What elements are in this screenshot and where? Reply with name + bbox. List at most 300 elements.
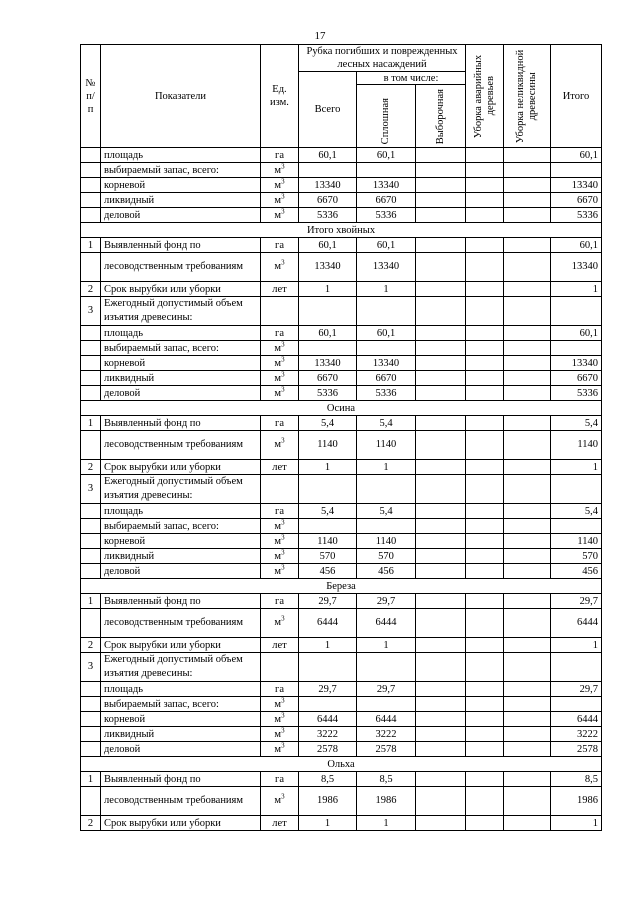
cell-illiquid — [504, 371, 551, 386]
row-indicator: площадь — [101, 148, 261, 163]
cell-selective — [416, 282, 466, 297]
cell-illiquid — [504, 519, 551, 534]
header-indicators: Показатели — [101, 45, 261, 148]
section-title: Ольха — [81, 757, 602, 772]
row-indicator: ликвидный — [101, 371, 261, 386]
table-row — [81, 178, 602, 193]
cell-selective — [416, 697, 466, 712]
cell-selective — [416, 638, 466, 653]
cell-selective — [416, 504, 466, 519]
cell-emergency — [466, 178, 504, 193]
cell-solid: 5336 — [357, 208, 416, 223]
cell-solid: 60,1 — [357, 326, 416, 341]
row-number — [81, 341, 101, 356]
row-number — [81, 253, 101, 282]
row-unit: $м^3$ — [261, 549, 299, 564]
row-indicator: ликвидный — [101, 193, 261, 208]
cell-emergency — [466, 371, 504, 386]
table-row — [81, 609, 602, 638]
cell-selective — [416, 178, 466, 193]
cell-emergency — [466, 816, 504, 831]
row-number — [81, 326, 101, 341]
cell-total: 13340 — [551, 356, 602, 371]
table-row — [81, 519, 602, 534]
row-unit: $м^3$ — [261, 564, 299, 579]
table-row — [81, 727, 602, 742]
cell-emergency — [466, 431, 504, 460]
row-unit: га — [261, 594, 299, 609]
table-row — [81, 326, 602, 341]
cell-emergency — [466, 386, 504, 401]
header-incl: в том числе: — [357, 72, 466, 85]
table-row — [81, 549, 602, 564]
row-unit: $м^3$ — [261, 727, 299, 742]
cell-solid: 60,1 — [357, 238, 416, 253]
cell-total: 1986 — [551, 787, 602, 816]
row-indicator: деловой — [101, 386, 261, 401]
row-unit: $м^3$ — [261, 712, 299, 727]
cell-illiquid — [504, 341, 551, 356]
row-unit: $м^3$ — [261, 253, 299, 282]
cell-solid: 3222 — [357, 727, 416, 742]
row-indicator: Срок вырубки или уборки — [101, 282, 261, 297]
cell-total — [551, 163, 602, 178]
cell-emergency — [466, 504, 504, 519]
row-unit: $м^3$ — [261, 519, 299, 534]
row-number — [81, 178, 101, 193]
cell-selective — [416, 148, 466, 163]
cell-emergency — [466, 297, 504, 326]
cell-solid: 6444 — [357, 712, 416, 727]
table-row — [81, 253, 602, 282]
row-unit: $м^3$ — [261, 208, 299, 223]
cell-solid: 13340 — [357, 356, 416, 371]
row-indicator: выбираемый запас, всего: — [101, 341, 261, 356]
cell-selective — [416, 193, 466, 208]
cell-total-group: 29,7 — [299, 682, 357, 697]
cell-total-group: 1 — [299, 460, 357, 475]
table-row — [81, 341, 602, 356]
cell-illiquid — [504, 282, 551, 297]
section-header-row — [81, 401, 602, 416]
row-indicator: ликвидный — [101, 549, 261, 564]
section-title: Береза — [81, 579, 602, 594]
cell-total: 5,4 — [551, 416, 602, 431]
row-unit: $м^3$ — [261, 386, 299, 401]
cell-solid: 570 — [357, 549, 416, 564]
cell-total-group: 1 — [299, 816, 357, 831]
row-number: 2 — [81, 282, 101, 297]
row-unit: $м^3$ — [261, 609, 299, 638]
row-indicator: Выявленный фонд по — [101, 238, 261, 253]
cell-illiquid — [504, 193, 551, 208]
cell-total — [551, 697, 602, 712]
row-number: 1 — [81, 238, 101, 253]
row-number: 2 — [81, 460, 101, 475]
cell-total: 29,7 — [551, 682, 602, 697]
cell-selective — [416, 475, 466, 504]
cell-illiquid — [504, 712, 551, 727]
row-unit: га — [261, 772, 299, 787]
row-indicator: корневой — [101, 178, 261, 193]
row-indicator: корневой — [101, 712, 261, 727]
cell-solid: 1140 — [357, 534, 416, 549]
row-number — [81, 519, 101, 534]
table-row — [81, 697, 602, 712]
header-group-title: Рубка погибших и поврежденных лесных насаждений — [299, 45, 466, 72]
cell-solid: 1 — [357, 282, 416, 297]
cell-selective — [416, 594, 466, 609]
cell-solid — [357, 341, 416, 356]
cell-total-group: 570 — [299, 549, 357, 564]
table-row — [81, 534, 602, 549]
cell-emergency — [466, 549, 504, 564]
cell-solid: 8,5 — [357, 772, 416, 787]
cell-illiquid — [504, 148, 551, 163]
row-unit: лет — [261, 816, 299, 831]
row-unit — [261, 475, 299, 504]
cell-emergency — [466, 193, 504, 208]
cell-selective — [416, 297, 466, 326]
cell-solid: 1 — [357, 638, 416, 653]
cell-emergency — [466, 712, 504, 727]
cell-emergency — [466, 326, 504, 341]
row-number — [81, 682, 101, 697]
cell-selective — [416, 772, 466, 787]
cell-selective — [416, 519, 466, 534]
page-number: 17 — [314, 30, 326, 42]
cell-total: 6444 — [551, 712, 602, 727]
table-row — [81, 787, 602, 816]
cell-emergency — [466, 253, 504, 282]
cell-total — [551, 341, 602, 356]
cell-solid: 5,4 — [357, 416, 416, 431]
row-unit: $м^3$ — [261, 431, 299, 460]
cell-emergency — [466, 356, 504, 371]
row-number — [81, 727, 101, 742]
row-indicator: Ежегодный допустимый объем изъятия древесины: — [101, 297, 261, 326]
table-row — [81, 564, 602, 579]
cell-total: 1 — [551, 282, 602, 297]
cell-selective — [416, 742, 466, 757]
cell-solid: 29,7 — [357, 682, 416, 697]
cell-total: 570 — [551, 549, 602, 564]
row-number — [81, 534, 101, 549]
cell-total: 6444 — [551, 609, 602, 638]
cell-solid — [357, 297, 416, 326]
row-indicator: лесоводственным требованиям — [101, 787, 261, 816]
row-number — [81, 431, 101, 460]
row-number — [81, 386, 101, 401]
table-row — [81, 653, 602, 682]
row-number — [81, 148, 101, 163]
cell-solid: 6444 — [357, 609, 416, 638]
cell-total-group: 2578 — [299, 742, 357, 757]
row-unit: лет — [261, 638, 299, 653]
row-indicator: выбираемый запас, всего: — [101, 519, 261, 534]
cell-total-group: 13340 — [299, 253, 357, 282]
cell-total-group: 29,7 — [299, 594, 357, 609]
row-indicator: площадь — [101, 504, 261, 519]
row-indicator: Ежегодный допустимый объем изъятия древесины: — [101, 475, 261, 504]
table-row — [81, 386, 602, 401]
section-header-row — [81, 757, 602, 772]
row-unit: лет — [261, 282, 299, 297]
row-unit: га — [261, 238, 299, 253]
cell-total: 5336 — [551, 386, 602, 401]
cell-illiquid — [504, 431, 551, 460]
row-number — [81, 549, 101, 564]
cell-solid — [357, 697, 416, 712]
cell-total-group: 3222 — [299, 727, 357, 742]
cell-total: 6670 — [551, 193, 602, 208]
row-indicator: лесоводственным требованиям — [101, 431, 261, 460]
cell-emergency — [466, 416, 504, 431]
cell-emergency — [466, 594, 504, 609]
cell-total-group: 60,1 — [299, 238, 357, 253]
cell-total-group — [299, 163, 357, 178]
cell-total: 60,1 — [551, 238, 602, 253]
table-row — [81, 594, 602, 609]
table-row — [81, 416, 602, 431]
table-row — [81, 638, 602, 653]
row-number: 3 — [81, 475, 101, 504]
section-header-row — [81, 579, 602, 594]
row-indicator: деловой — [101, 208, 261, 223]
row-unit: $м^3$ — [261, 787, 299, 816]
cell-illiquid — [504, 475, 551, 504]
row-number — [81, 697, 101, 712]
table-row — [81, 238, 602, 253]
row-indicator: Срок вырубки или уборки — [101, 816, 261, 831]
cell-total — [551, 475, 602, 504]
cell-selective — [416, 682, 466, 697]
table-row — [81, 816, 602, 831]
cell-solid: 6670 — [357, 371, 416, 386]
cell-selective — [416, 416, 466, 431]
row-number — [81, 787, 101, 816]
cell-solid: 60,1 — [357, 148, 416, 163]
cell-illiquid — [504, 356, 551, 371]
cell-emergency — [466, 534, 504, 549]
header-illiquid: Уборка неликвидной древесины — [504, 45, 551, 148]
cell-total-group: 5336 — [299, 386, 357, 401]
header-total: Итого — [551, 45, 602, 148]
cell-selective — [416, 564, 466, 579]
cell-illiquid — [504, 460, 551, 475]
cell-illiquid — [504, 638, 551, 653]
cell-solid: 2578 — [357, 742, 416, 757]
cell-total-group: 13340 — [299, 178, 357, 193]
row-number — [81, 504, 101, 519]
cell-selective — [416, 356, 466, 371]
row-number: 3 — [81, 297, 101, 326]
cell-solid: 1 — [357, 460, 416, 475]
cell-selective — [416, 431, 466, 460]
cell-emergency — [466, 163, 504, 178]
table-row — [81, 356, 602, 371]
header-num: № п/п — [81, 45, 101, 148]
cell-illiquid — [504, 653, 551, 682]
row-number: 2 — [81, 638, 101, 653]
cell-solid: 13340 — [357, 253, 416, 282]
cell-total-group: 1986 — [299, 787, 357, 816]
row-number — [81, 742, 101, 757]
cell-emergency — [466, 282, 504, 297]
row-number — [81, 193, 101, 208]
table-row — [81, 208, 602, 223]
cell-total-group — [299, 697, 357, 712]
row-number — [81, 609, 101, 638]
cell-selective — [416, 163, 466, 178]
cell-total: 13340 — [551, 178, 602, 193]
row-unit: $м^3$ — [261, 356, 299, 371]
row-unit: $м^3$ — [261, 534, 299, 549]
row-number: 2 — [81, 816, 101, 831]
cell-selective — [416, 238, 466, 253]
cell-total: 6670 — [551, 371, 602, 386]
cell-solid: 1 — [357, 816, 416, 831]
cell-emergency — [466, 609, 504, 638]
row-indicator: площадь — [101, 682, 261, 697]
row-unit: $м^3$ — [261, 178, 299, 193]
cell-total: 13340 — [551, 253, 602, 282]
table-row — [81, 282, 602, 297]
table-row — [81, 504, 602, 519]
cell-illiquid — [504, 742, 551, 757]
cell-total-group: 8,5 — [299, 772, 357, 787]
cell-total-group: 60,1 — [299, 148, 357, 163]
cell-total: 456 — [551, 564, 602, 579]
cell-total-group — [299, 475, 357, 504]
row-indicator: ликвидный — [101, 727, 261, 742]
cell-emergency — [466, 475, 504, 504]
row-indicator: лесоводственным требованиям — [101, 609, 261, 638]
cell-total-group: 1 — [299, 638, 357, 653]
row-number — [81, 163, 101, 178]
cell-total-group: 1140 — [299, 534, 357, 549]
row-number — [81, 712, 101, 727]
table-row — [81, 772, 602, 787]
cell-total: 1140 — [551, 431, 602, 460]
cell-total: 5336 — [551, 208, 602, 223]
row-unit — [261, 297, 299, 326]
cell-total-group — [299, 341, 357, 356]
cell-total-group: 456 — [299, 564, 357, 579]
cell-total-group: 5336 — [299, 208, 357, 223]
cell-selective — [416, 208, 466, 223]
cell-total: 1 — [551, 816, 602, 831]
row-indicator: Срок вырубки или уборки — [101, 638, 261, 653]
cell-total: 60,1 — [551, 148, 602, 163]
cell-total: 60,1 — [551, 326, 602, 341]
cell-illiquid — [504, 504, 551, 519]
cell-emergency — [466, 460, 504, 475]
cell-illiquid — [504, 326, 551, 341]
cell-total-group: 6444 — [299, 712, 357, 727]
row-unit: $м^3$ — [261, 193, 299, 208]
cell-emergency — [466, 772, 504, 787]
cell-solid: 6670 — [357, 193, 416, 208]
cell-emergency — [466, 564, 504, 579]
cell-total-group — [299, 653, 357, 682]
header-emergency: Уборка аварийных деревьев — [466, 45, 504, 148]
cell-emergency — [466, 238, 504, 253]
cell-emergency — [466, 519, 504, 534]
cell-selective — [416, 371, 466, 386]
cell-total — [551, 519, 602, 534]
cell-emergency — [466, 638, 504, 653]
header-total-group: Всего — [299, 72, 357, 148]
cell-emergency — [466, 787, 504, 816]
cell-illiquid — [504, 163, 551, 178]
cell-illiquid — [504, 682, 551, 697]
row-indicator: выбираемый запас, всего: — [101, 697, 261, 712]
cell-solid: 5,4 — [357, 504, 416, 519]
cell-illiquid — [504, 594, 551, 609]
cell-emergency — [466, 697, 504, 712]
row-number — [81, 371, 101, 386]
row-number — [81, 208, 101, 223]
cell-solid: 13340 — [357, 178, 416, 193]
cell-solid: 5336 — [357, 386, 416, 401]
row-number: 1 — [81, 416, 101, 431]
cell-selective — [416, 534, 466, 549]
cell-emergency — [466, 208, 504, 223]
cell-illiquid — [504, 727, 551, 742]
row-unit: $м^3$ — [261, 697, 299, 712]
table-body — [81, 148, 602, 831]
cell-total-group: 1140 — [299, 431, 357, 460]
cell-total: 1 — [551, 638, 602, 653]
row-number — [81, 356, 101, 371]
cell-solid — [357, 475, 416, 504]
cell-illiquid — [504, 386, 551, 401]
row-indicator: деловой — [101, 742, 261, 757]
cell-total-group: 6670 — [299, 371, 357, 386]
cell-selective — [416, 816, 466, 831]
cell-illiquid — [504, 534, 551, 549]
cell-illiquid — [504, 549, 551, 564]
row-number — [81, 564, 101, 579]
cell-selective — [416, 341, 466, 356]
row-unit: га — [261, 504, 299, 519]
cell-illiquid — [504, 816, 551, 831]
header-solid: Сплошная — [357, 85, 416, 148]
row-indicator: деловой — [101, 564, 261, 579]
cell-illiquid — [504, 609, 551, 638]
table-row — [81, 163, 602, 178]
row-indicator: площадь — [101, 326, 261, 341]
cell-illiquid — [504, 787, 551, 816]
cell-illiquid — [504, 253, 551, 282]
cell-solid: 456 — [357, 564, 416, 579]
table-row — [81, 460, 602, 475]
row-indicator: Выявленный фонд по — [101, 416, 261, 431]
cell-illiquid — [504, 772, 551, 787]
cell-illiquid — [504, 238, 551, 253]
cell-illiquid — [504, 416, 551, 431]
cell-illiquid — [504, 297, 551, 326]
cell-selective — [416, 326, 466, 341]
table-row — [81, 297, 602, 326]
row-unit: га — [261, 682, 299, 697]
row-indicator: Ежегодный допустимый объем изъятия древесины: — [101, 653, 261, 682]
cell-total-group — [299, 519, 357, 534]
cell-selective — [416, 653, 466, 682]
row-unit: лет — [261, 460, 299, 475]
cell-total-group: 5,4 — [299, 504, 357, 519]
